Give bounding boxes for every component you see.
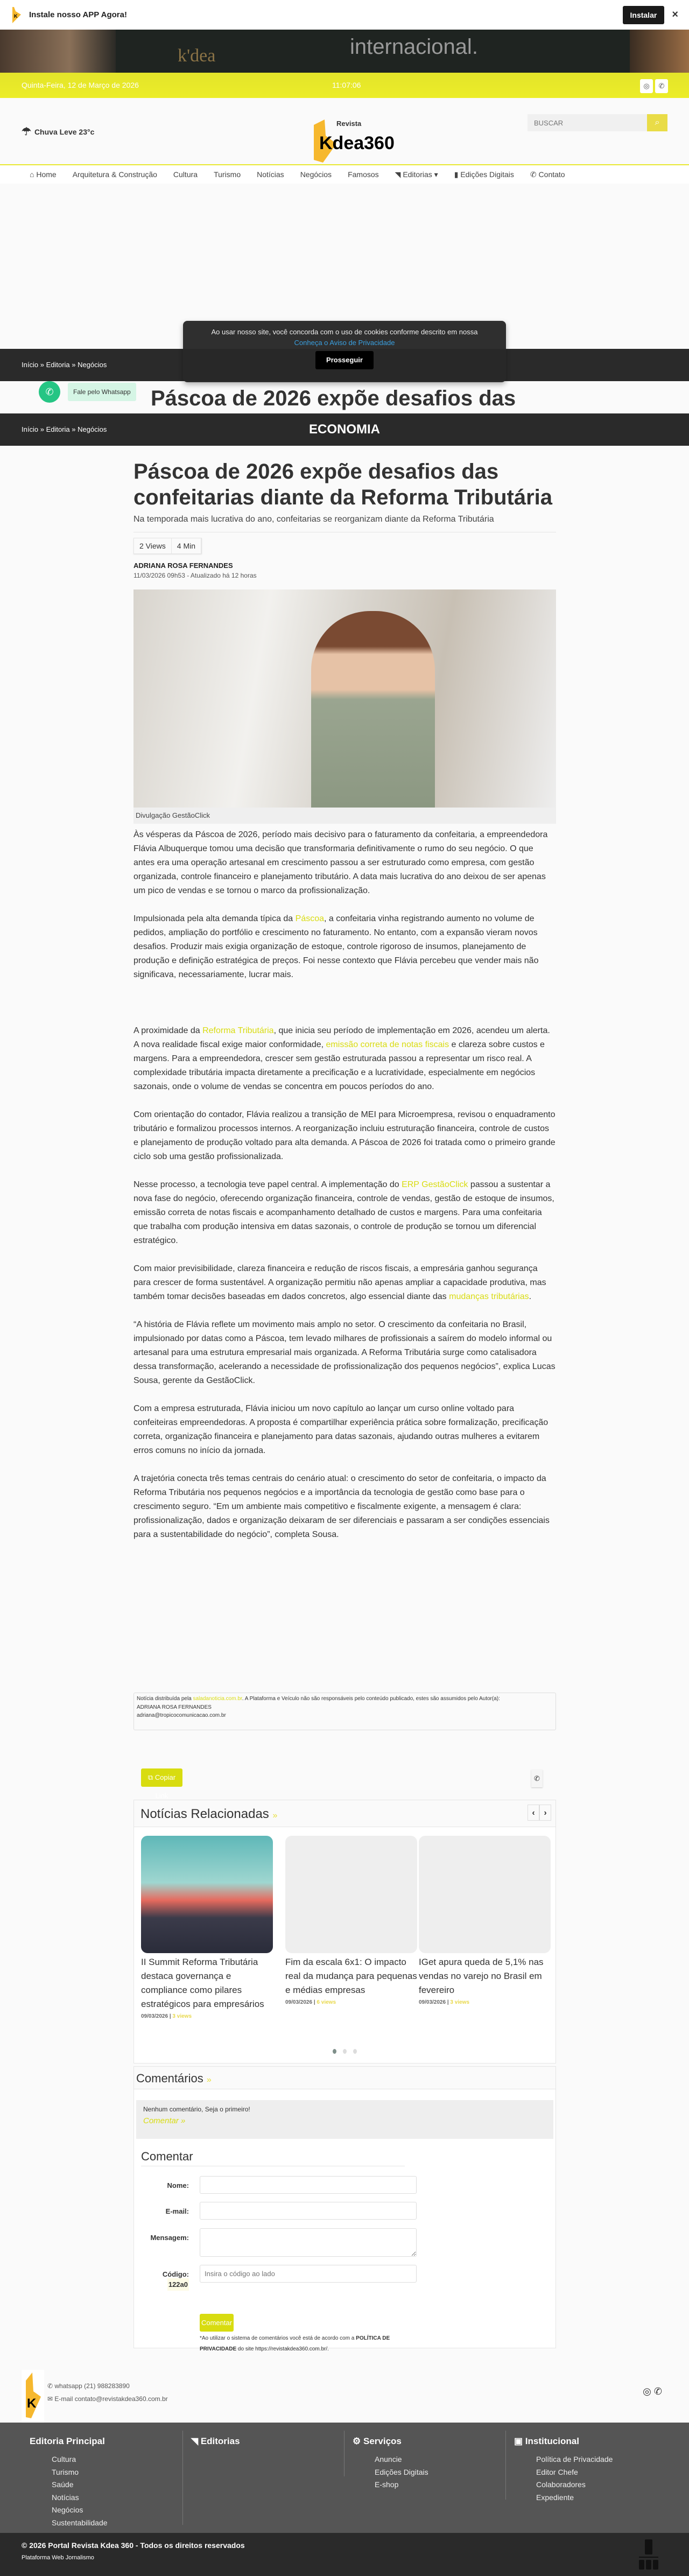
article-photo: [133, 589, 556, 808]
footer-contact: [22, 2370, 667, 2423]
whatsapp-float[interactable]: [39, 381, 136, 403]
article-stats: [133, 538, 202, 554]
home-icon: ⌂: [30, 170, 34, 179]
paragraph: Com a empresa estruturada, Flávia iniciou um novo capítulo ao lançar um curso online voltado para confeiteiras empreendedoras. A proposta é compartilhar experiência prática sobre formalização, precificação correta, organização financeira e planejamento para datas sazonais, ajudando outras mulheres a evitarem erros comuns no início da jornada.: [133, 1404, 549, 1455]
link-pascoa[interactable]: Páscoa: [295, 914, 325, 923]
section-title: ECONOMIA: [309, 422, 380, 437]
footer-col-institucional: ▣ Institucional Política de Privacidade Editor Chefe Colaboradores Expediente: [514, 2436, 613, 2502]
footer-logo[interactable]: [22, 2370, 44, 2423]
no-comments-box: Nenhum comentário, Seja o primeiro! Comentar »: [136, 2100, 553, 2139]
search-bar: [528, 114, 667, 131]
platform-credit[interactable]: Plataforma Web Jornalismo: [22, 2554, 94, 2561]
proceed-button[interactable]: Prosseguir: [315, 351, 374, 369]
crumb-editoria[interactable]: Editoria: [46, 361, 70, 369]
weather-widget: [22, 125, 94, 138]
crumb-editoria[interactable]: Editoria: [46, 425, 70, 433]
rss-icon: ◥: [191, 2436, 199, 2446]
current-time: 11:07:06: [332, 81, 361, 89]
logo-small-text: Revista: [336, 120, 362, 128]
weather-text: Chuva Leve 23°c: [34, 127, 95, 136]
crumb-inicio[interactable]: Início: [22, 361, 39, 369]
related-card-title[interactable]: Fim da escala 6x1: O impacto real da mudança para pequenas e médias empresas: [285, 1957, 417, 1995]
article-subtitle: Na temporada mais lucrativa do ano, confeitarias se reorganizam diante da Reforma Tributária: [133, 515, 494, 524]
message-label: Mensagem:: [150, 2234, 189, 2242]
app-banner-text: Instale nosso APP Agora!: [29, 10, 127, 19]
breadcrumb: Início » Editoria » Negócios: [22, 361, 107, 369]
platform-logo-icon: [638, 2538, 659, 2571]
paragraph: “A história de Flávia reflete um movimento mais amplo no setor. O crescimento da confeitaria no Brasil, impulsionado por datas como a Páscoa, tem levado milhares de profissionais a saírem do modelo informal ou artesanal para uma estrutura empresarial mais organizada. A Reforma Tributária surge como catalisadora dessa transformação, acelerando a necessidade de profissionalização dos pequenos negócios”, explica Lucas Sousa, gerente da GestãoClick.: [133, 1320, 556, 1385]
nav-contato[interactable]: ✆ Contato: [530, 170, 565, 179]
ad-image-left: [0, 30, 116, 73]
main-nav: [0, 164, 689, 184]
logo-text: Kdea360: [319, 133, 395, 153]
related-image[interactable]: [419, 1836, 551, 1953]
footer-col-servicos: ⚙ Serviços Anuncie Edições Digitais E-shop: [344, 2431, 506, 2500]
ad-brand: k'dea: [178, 46, 216, 66]
footer-col-editoria-principal: Editoria Principal Cultura Turismo Saúde Notícias Negócios Sustentabilidade: [22, 2431, 183, 2525]
read-time: 4 Min: [172, 538, 201, 553]
current-date: Quinta-Feira, 12 de Março de 2026: [22, 81, 139, 89]
message-input[interactable]: [200, 2228, 417, 2257]
related-news: Notícias Relacionadas » ‹ › II Summit Reforma Tributária destaca governança e compliance como pilares estratégicos para empresários 09/03/2026 | 3 views Fim da escala 6x1: O impacto real da mudança para pequenas e médias empresas 09/03/2026 | 6 views IGet apura queda de 5,1% nas vendas no varejo no Brasil em fevereiro 09/03/2026 | 3 views: [133, 1800, 556, 2063]
search-input[interactable]: [528, 114, 647, 131]
install-button[interactable]: Instalar: [623, 6, 665, 24]
crumb-negocios[interactable]: Negócios: [78, 425, 107, 433]
link-reforma[interactable]: Reforma Tributária: [202, 1026, 274, 1035]
code-label: Código: 122a0: [145, 2265, 189, 2291]
prev-arrow-icon[interactable]: ‹: [528, 1805, 539, 1821]
nav-famosos[interactable]: Famosos: [348, 170, 379, 179]
cookie-dialog: [183, 321, 506, 382]
breadcrumb: Início » Editoria » Negócios: [22, 425, 107, 433]
paragraph: A proximidade da Reforma Tributária, que inicia seu período de implementação em 2026, acendeu um alerta. A nova realidade fiscal exige maior conformidade, emissão correta de notas fiscais e clareza sobre custos e margens. Para a empreendedora, crescer sem gestão estruturada passou a representar um risco real. A complexidade tributária impacta diretamente a precificação e a lucratividade, especialmente em negócios sazonais, onde o volume de vendas se concentra em poucos períodos do ano.: [133, 1026, 550, 1091]
ad-banner[interactable]: [0, 30, 689, 73]
close-icon[interactable]: ×: [672, 9, 678, 20]
crumb-negocios[interactable]: Negócios: [78, 361, 107, 369]
article-title: Páscoa de 2026 expõe desafios das confeitarias diante da Reforma Tributária: [133, 460, 552, 509]
site-logo[interactable]: [310, 117, 401, 163]
ad-image-right: [630, 30, 689, 73]
related-image[interactable]: [285, 1836, 417, 1953]
link-erp[interactable]: ERP GestãoClick: [402, 1180, 468, 1189]
nav-cultura[interactable]: Cultura: [173, 170, 198, 179]
svg-text:K: K: [27, 2396, 37, 2411]
paragraph: Às vésperas da Páscoa de 2026, período mais decisivo para o faturamento da confeitaria, a empreendedora Flávia Albuquerque tomou uma decisão que transformaria definitivamente o rumo do seu negócio. O que antes era uma operação artesanal em crescimento passou a ser estruturado como empresa, com gestão organizada, controle financeiro e planejamento tributário. A data mais lucrativa do ano deixou de ser apenas um pico de vendas e se tornou o marco da profissionalização.: [133, 830, 548, 895]
instagram-icon[interactable]: ◎: [643, 2386, 651, 2397]
site-header: [0, 98, 689, 165]
paragraph: Impulsionada pela alta demanda típica da Páscoa, a confeitaria vinha registrando aumento no volume de pedidos, ampliação do portfólio e crescimento no faturamento. No entanto, com a expansão vieram novos desafios. Produzir mais exigia organização de estoque, controle rigoroso de insumos, planejamento de produção e definição estratégica de preços. Foi nesse contexto que Flávia percebeu que vender mais não significava, necessariamente, lucrar mais.: [133, 914, 539, 979]
author-name: ADRIANA ROSA FERNANDES: [133, 561, 233, 570]
article-body: [133, 828, 556, 1556]
captcha-code: 122a0: [167, 2278, 189, 2291]
whatsapp-icon[interactable]: ✆: [653, 2386, 662, 2397]
comment-form-title: Comentar: [141, 2150, 405, 2166]
crumb-inicio[interactable]: Início: [22, 425, 39, 433]
nav-arquitetura[interactable]: Arquitetura & Construção: [72, 170, 157, 179]
nav-home[interactable]: ⌂ Home: [30, 170, 57, 179]
link-mudancas[interactable]: mudanças tributárias: [449, 1292, 529, 1301]
email-input[interactable]: [200, 2202, 417, 2220]
copyright: © 2026 Portal Revista Kdea 360 - Todos os direitos reservados: [22, 2541, 245, 2550]
paragraph: Nesse processo, a tecnologia teve papel central. A implementação do ERP GestãoClick passou a sustentar a nova fase do negócio, oferecendo organização financeira, controle de vendas, gestão de estoque de insumos, emissão correta de notas fiscais e acompanhamento detalhado de custos e margens. Para uma confeitaria que trabalha com produção intensiva em datas sazonais, o controle de produção se tornou um diferencial estratégico.: [133, 1180, 554, 1245]
carousel-dots[interactable]: [134, 2047, 556, 2056]
app-install-banner: [0, 0, 689, 30]
article-header: [133, 459, 556, 579]
source-link[interactable]: saladanoticia.com.br: [193, 1696, 242, 1702]
nav-edicoes[interactable]: ▮ Edições Digitais: [454, 170, 514, 179]
footer-bottom: [0, 2533, 689, 2576]
photo-caption: Divulgação GestãoClick: [133, 808, 556, 824]
name-label: Nome:: [167, 2181, 189, 2189]
cookie-text: Ao usar nosso site, você concorda com o uso de cookies conforme descrito em nossa: [211, 328, 478, 336]
related-image[interactable]: [141, 1836, 273, 1953]
gear-icon: ⚙: [353, 2436, 361, 2446]
footer-email[interactable]: ✉ E-mail contato@revistakdea360.com.br: [47, 2395, 168, 2403]
related-title: Notícias Relacionadas: [140, 1807, 269, 1821]
footer-links: [0, 2423, 689, 2533]
publish-date: 11/03/2026 09h53 - Atualizado há 12 horas: [133, 572, 257, 579]
phone-icon: ✆: [530, 170, 537, 179]
nav-negocios[interactable]: Negócios: [300, 170, 332, 179]
comment-form: [145, 2176, 556, 2370]
whatsapp-label[interactable]: Fale pelo Whatsapp: [68, 383, 136, 401]
nav-noticias[interactable]: Notícias: [257, 170, 284, 179]
related-card[interactable]: II Summit Reforma Tributária destaca governança e compliance como pilares estratégicos para empresários 09/03/2026 | 3 views: [141, 1836, 273, 2019]
ad-text: internacional.: [350, 35, 478, 59]
title-behind-overlay: Páscoa de 2026 expõe desafios das: [151, 387, 516, 410]
app-logo-icon: [11, 6, 23, 24]
comments-title: Comentários: [136, 2072, 203, 2085]
id-card-icon: ▣: [514, 2436, 523, 2446]
whatsapp-icon[interactable]: ✆: [655, 79, 668, 93]
nav-turismo[interactable]: Turismo: [214, 170, 241, 179]
views-count: 2 Views: [134, 538, 172, 553]
nav-editorias[interactable]: ◥ Editorias ▾: [395, 170, 438, 179]
svg-text:K: K: [14, 13, 18, 19]
rain-cloud-icon: ☂: [22, 126, 31, 138]
note-email: adriana@tropicocomunicacao.com.br: [137, 1712, 226, 1718]
name-input[interactable]: [200, 2176, 417, 2194]
rss-icon: ◥: [395, 170, 401, 179]
whatsapp-share-button[interactable]: [531, 1770, 543, 1787]
copy-icon: ⧉: [147, 1773, 153, 1781]
whatsapp-icon[interactable]: ✆: [39, 381, 60, 403]
submit-comment-button[interactable]: Comentar: [200, 2314, 234, 2332]
related-card[interactable]: IGet apura queda de 5,1% nas vendas no varejo no Brasil em fevereiro 09/03/2026 | 3 views: [419, 1836, 551, 2005]
search-icon[interactable]: ⌕: [647, 114, 667, 131]
email-label: E-mail:: [165, 2207, 189, 2215]
next-arrow-icon[interactable]: ›: [539, 1805, 551, 1821]
paragraph: Com maior previsibilidade, clareza financeira e redução de riscos fiscais, a empresária ganhou segurança para crescer de forma sustentável. A organização permitiu não apenas ampliar a capacidade produtiva, mas também tomar decisões baseadas em dados concretos, algo essencial diante das mudanças tributárias.: [133, 1264, 546, 1301]
privacy-note: *Ao utilizar o sistema de comentários você está de acordo com a POLÍTICA DE PRIVACIDADE do site https://revistakdea360.com.br/.: [200, 2335, 390, 2352]
comment-link[interactable]: Comentar »: [143, 2116, 186, 2125]
code-input[interactable]: [200, 2265, 417, 2283]
footer-whatsapp[interactable]: ✆ whatsapp (21) 988283890: [47, 2382, 130, 2390]
whatsapp-icon: ✆: [534, 1774, 540, 1782]
related-card-title[interactable]: II Summit Reforma Tributária destaca governança e compliance como pilares estratégicos para empresários: [141, 1957, 264, 2009]
related-card-title[interactable]: IGet apura queda de 5,1% nas vendas no varejo no Brasil em fevereiro: [419, 1957, 544, 1995]
file-icon: ▮: [454, 170, 459, 179]
related-card[interactable]: Fim da escala 6x1: O impacto real da mudança para pequenas e médias empresas 09/03/2026 | 6 views: [285, 1836, 417, 2005]
link-notas-fiscais[interactable]: emissão correta de notas fiscais: [326, 1040, 449, 1049]
privacy-link[interactable]: Conheça o Aviso de Privacidade: [294, 339, 395, 347]
note-author: ADRIANA ROSA FERNANDES: [137, 1704, 212, 1710]
footer-col-editorias: ◥ Editorias: [183, 2431, 344, 2476]
instagram-icon[interactable]: ◎: [640, 79, 653, 93]
breadcrumb-bar: [0, 413, 689, 446]
top-info-bar: [0, 73, 689, 98]
paragraph: Com orientação do contador, Flávia realizou a transição de MEI para Microempresa, revisou o enquadramento tributário e formalizou processos internos. A reorganização incluiu estruturação financeira, controle de custos e planejamento de produção voltado para alta demanda. A Páscoa de 2026 foi tratada como o primeiro grande ciclo sob uma gestão profissionalizada.: [133, 1110, 556, 1161]
copy-link-button[interactable]: ⧉ Copiar Link: [141, 1768, 182, 1787]
comments-section: Comentários » Nenhum comentário, Seja o primeiro! Comentar » Comentar Nome: E-mail: Mensagem: Código: 122a0 Insira o código ao lado Comentar *Ao utilizar o sistema de comentários você está de acordo com a POLÍTICA DE PRIVACIDADE do site https://revistakdea360.com.br/.: [133, 2066, 556, 2348]
paragraph: A trajetória conecta três temas centrais do cenário atual: o crescimento do setor de confeitaria, o impacto da Reforma Tributária nos pequenos negócios e a importância da tecnologia de gestão como base para o crescimento seguro. “Em um ambiente mais competitivo e fiscalmente exigente, a mensagem é clara: profissionalização, dados e organização deixaram de ser diferenciais e passaram a ser condições essenciais para a sustentabilidade do negócio”, completa Sousa.: [133, 1474, 550, 1539]
distribution-note: Notícia distribuída pela saladanoticia.com.br. A Plataforma e Veículo não são responsáveis pelo conteúdo publicado, estes são assumidos pelo Autor(a): ADRIANA ROSA FERNANDES adriana@tropicocomunicacao.com.br: [133, 1693, 556, 1730]
